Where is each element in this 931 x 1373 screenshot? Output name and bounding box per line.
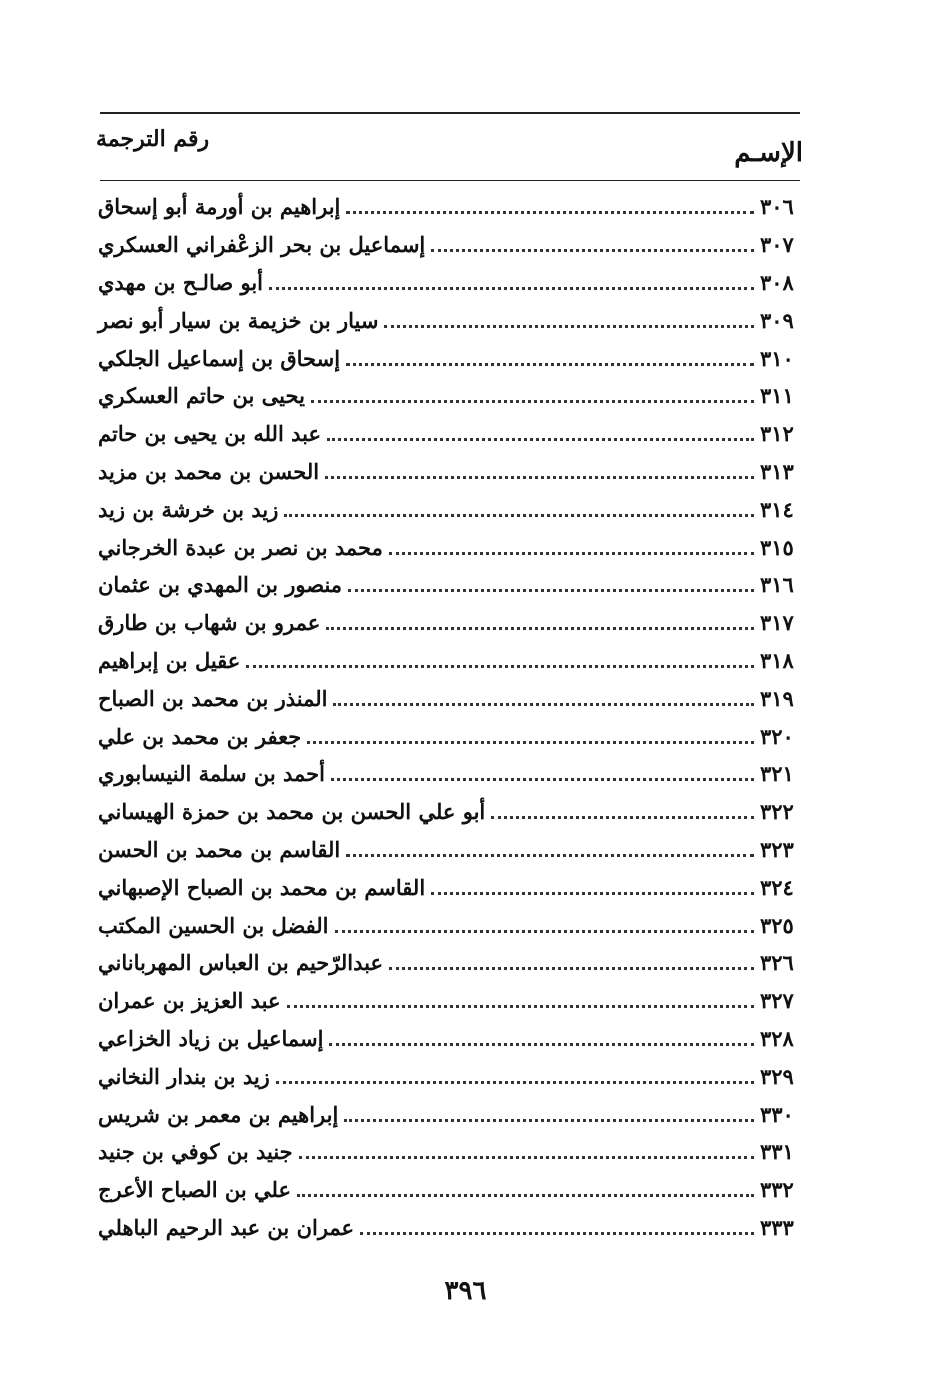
index-row — [88, 944, 808, 982]
index-row — [88, 415, 808, 453]
index-row — [88, 453, 808, 491]
entry-number: ٣١٤ — [760, 496, 794, 522]
entry-number: ٣١٥ — [760, 534, 794, 560]
index-row — [88, 490, 808, 528]
entry-number: ٣٢٤ — [760, 874, 794, 900]
entry-number: ٣٠٧ — [760, 232, 794, 258]
entry-number: ٣١١ — [760, 383, 794, 409]
dot-leader — [326, 627, 754, 630]
index-row — [88, 377, 808, 415]
entry-name: إبراهيم بن أورمة أبو إسحاق — [98, 194, 341, 220]
entry-name: منصور بن المهدي بن عثمان — [98, 572, 343, 598]
entry-number: ٣٣٣ — [760, 1214, 794, 1240]
index-row — [88, 1057, 808, 1095]
index-row — [88, 188, 808, 226]
dot-leader — [335, 930, 754, 933]
entry-number: ٣١٢ — [760, 421, 794, 447]
dot-leader — [333, 703, 754, 706]
entry-name: القاسم بن محمد بن الصباح الإصبهاني — [98, 874, 426, 900]
dot-leader — [269, 287, 754, 290]
entry-name: الفضل بن الحسين المكتب — [98, 912, 329, 938]
index-row — [88, 717, 808, 755]
index-row — [88, 982, 808, 1020]
entry-number: ٣١٨ — [760, 647, 794, 673]
dot-leader — [297, 1194, 754, 1197]
index-row — [88, 566, 808, 604]
entry-number: ٣٠٦ — [760, 194, 794, 220]
entry-number: ٣١٦ — [760, 572, 794, 598]
entry-number: ٣٢٨ — [760, 1025, 794, 1051]
entry-name: جنيد بن كوفي بن جنيد — [98, 1139, 293, 1165]
top-rule — [100, 112, 800, 114]
dot-leader — [431, 892, 754, 895]
entry-number: ٣٢١ — [760, 761, 794, 787]
entry-number: ٣٣٢ — [760, 1177, 794, 1203]
dot-leader — [346, 211, 754, 214]
dot-leader — [331, 778, 754, 781]
dot-leader — [284, 514, 754, 517]
entry-name: محمد بن نصر بن عبدة الخرجاني — [98, 534, 383, 560]
entry-name: عبدالرّحيم بن العباس المهرباناني — [98, 950, 383, 976]
entry-number: ٣٠٩ — [760, 307, 794, 333]
dot-leader — [327, 438, 754, 441]
dot-leader — [325, 476, 754, 479]
index-row — [88, 339, 808, 377]
entry-name: عقيل بن إبراهيم — [98, 647, 241, 673]
dot-leader — [276, 1081, 754, 1084]
entry-name: زيد بن بندار النخاني — [98, 1063, 270, 1089]
index-row — [88, 1020, 808, 1058]
entry-number: ٣٢٣ — [760, 836, 794, 862]
index-row — [88, 793, 808, 831]
dot-leader — [344, 1119, 754, 1122]
entry-name: إسحاق بن إسماعيل الجلكي — [98, 345, 341, 371]
entry-name: إبراهيم بن معمر بن شريس — [98, 1101, 339, 1127]
entry-number: ٣٢٠ — [760, 723, 794, 749]
column-header-name: الإسـم — [734, 138, 803, 168]
entry-name: زيد بن خرشة بن زيد — [98, 496, 279, 522]
entry-name: القاسم بن محمد بن الحسن — [98, 836, 341, 862]
entry-name: سيار بن خزيمة بن سيار أبو نصر — [98, 307, 379, 333]
index-row — [88, 831, 808, 869]
entry-name: الحسن بن محمد بن مزيد — [98, 458, 320, 484]
entry-name: عمران بن عبد الرحيم الباهلي — [98, 1214, 355, 1240]
index-row — [88, 868, 808, 906]
index-row — [88, 604, 808, 642]
entry-number: ٣٣١ — [760, 1139, 794, 1165]
index-list — [88, 188, 808, 1246]
dot-leader — [307, 741, 754, 744]
entry-name: عبد العزيز بن عمران — [98, 988, 281, 1014]
dot-leader — [311, 400, 754, 403]
entry-number: ٣٢٢ — [760, 799, 794, 825]
entry-name: يحيى بن حاتم العسكري — [98, 383, 305, 409]
entry-number: ٣٠٨ — [760, 269, 794, 295]
index-row — [88, 906, 808, 944]
index-row — [88, 755, 808, 793]
index-row — [88, 301, 808, 339]
entry-name: إسماعيل بن زياد الخزاعي — [98, 1025, 324, 1051]
dot-leader — [246, 665, 754, 668]
entry-number: ٣٢٧ — [760, 988, 794, 1014]
dot-leader — [287, 1005, 754, 1008]
index-row — [88, 1133, 808, 1171]
index-row — [88, 264, 808, 302]
entry-number: ٣١٠ — [760, 345, 794, 371]
dot-leader — [329, 1043, 754, 1046]
entry-number: ٣٢٦ — [760, 950, 794, 976]
entry-number: ٣١٩ — [760, 685, 794, 711]
column-header-number: رقم الترجمة — [96, 126, 210, 152]
dot-leader — [346, 363, 754, 366]
entry-name: أحمد بن سلمة النيسابوري — [98, 761, 326, 787]
index-row — [88, 679, 808, 717]
entry-name: إسماعيل بن بحر الزعْفراني العسكري — [98, 232, 426, 258]
entry-name: عمرو بن شهاب بن طارق — [98, 610, 321, 636]
dot-leader — [389, 552, 754, 555]
entry-number: ٣٢٥ — [760, 912, 794, 938]
header-rule — [100, 180, 800, 181]
dot-leader — [299, 1156, 754, 1159]
entry-number: ٣٢٩ — [760, 1063, 794, 1089]
dot-leader — [346, 854, 754, 857]
page-number: ٣٩٦ — [444, 1276, 487, 1306]
entry-name: أبو صالـح بن مهدي — [98, 269, 264, 295]
index-row — [88, 642, 808, 680]
dot-leader — [360, 1232, 754, 1235]
dot-leader — [348, 589, 754, 592]
index-row — [88, 1095, 808, 1133]
index-row — [88, 1209, 808, 1247]
entry-name: أبو علي الحسن بن محمد بن حمزة الهيساني — [98, 799, 486, 825]
entry-number: ٣٣٠ — [760, 1101, 794, 1127]
index-row — [88, 1171, 808, 1209]
index-row — [88, 226, 808, 264]
dot-leader — [384, 325, 754, 328]
entry-number: ٣١٧ — [760, 610, 794, 636]
entry-number: ٣١٣ — [760, 458, 794, 484]
dot-leader — [491, 816, 754, 819]
entry-name: عبد الله بن يحيى بن حاتم — [98, 421, 321, 447]
dot-leader — [431, 249, 754, 252]
index-row — [88, 528, 808, 566]
dot-leader — [389, 967, 754, 970]
entry-name: المنذر بن محمد بن الصباح — [98, 685, 328, 711]
entry-name: جعفر بن محمد بن علي — [98, 723, 302, 749]
entry-name: علي بن الصباح الأعرج — [98, 1177, 291, 1203]
